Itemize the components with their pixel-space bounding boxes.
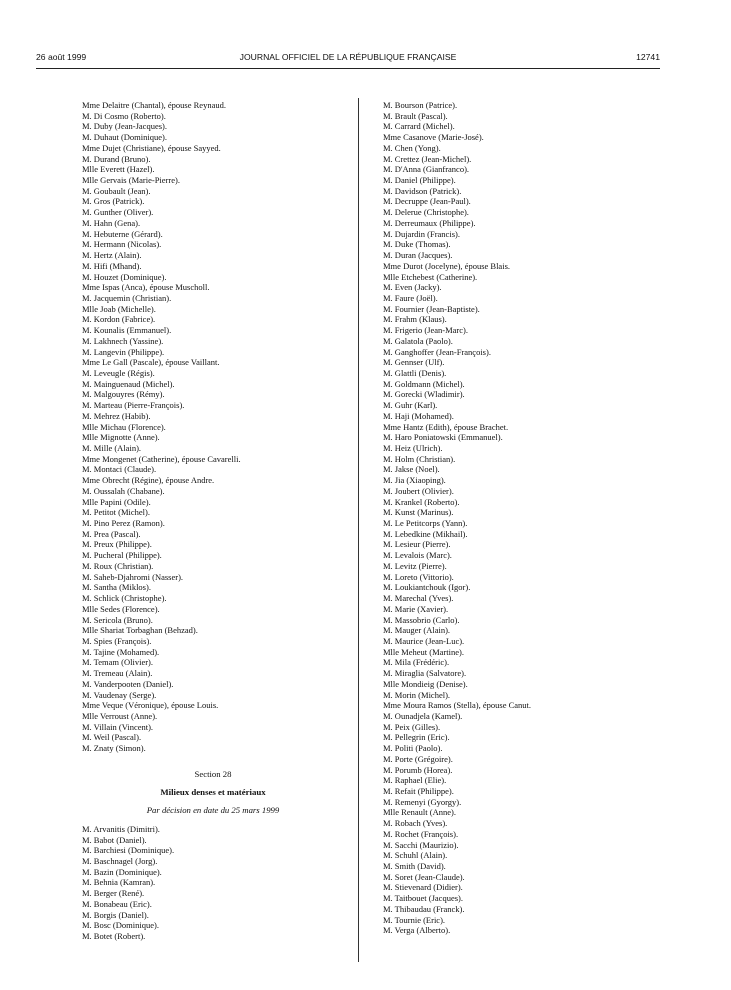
- name-entry: Mme Dujet (Christiane), épouse Sayyed.: [82, 142, 221, 153]
- name-entry: M. Bonabeau (Eric).: [82, 898, 152, 909]
- name-entry: M. Even (Jacky).: [383, 282, 442, 293]
- name-entry: M. Znaty (Simon).: [82, 743, 146, 754]
- name-entry: M. Bazin (Dominique).: [82, 866, 162, 877]
- name-entry: M. Pino Perez (Ramon).: [82, 518, 165, 529]
- name-entry: M. Mila (Frédéric).: [383, 657, 450, 668]
- name-entry: M. Marteau (Pierre-François).: [82, 400, 185, 411]
- name-entry: M. Thibaudau (Franck).: [383, 903, 465, 914]
- name-entry: M. Marie (Xavier).: [383, 603, 449, 614]
- name-entry: M. Weil (Pascal).: [82, 732, 142, 743]
- header-title: JOURNAL OFFICIEL DE LA RÉPUBLIQUE FRANÇAISE: [239, 52, 457, 62]
- name-entry: M. Smith (David).: [383, 861, 446, 872]
- right-column: [383, 100, 653, 936]
- name-entry: M. Schlick (Christophe).: [82, 593, 167, 604]
- name-entry: M. Politi (Paolo).: [383, 743, 443, 754]
- name-entry: M. Montaci (Claude).: [82, 464, 157, 475]
- name-entry: M. Le Petitcorps (Yann).: [383, 518, 468, 529]
- name-entry: M. Ganghoffer (Jean-François).: [383, 346, 491, 357]
- page-header: [36, 52, 660, 66]
- name-entry: M. Sericola (Bruno).: [82, 614, 153, 625]
- name-entry: M. Schuhl (Alain).: [383, 850, 448, 861]
- name-entry: M. Krankel (Roberto).: [383, 496, 460, 507]
- name-entry: M. Vanderpooten (Daniel).: [82, 678, 174, 689]
- name-entry: M. Bourson (Patrice).: [383, 100, 458, 110]
- name-entry: M. Hahn (Gena).: [82, 217, 141, 228]
- name-entry: Mlle Joab (Michelle).: [82, 303, 156, 314]
- name-entry: M. Babot (Daniel).: [82, 834, 147, 845]
- name-entry: Mlle Sedes (Florence).: [82, 603, 160, 614]
- name-entry: M. Santha (Miklos).: [82, 582, 151, 593]
- name-entry: M. Galatola (Paolo).: [383, 335, 453, 346]
- name-entry: M. Prea (Pascal).: [82, 528, 141, 539]
- name-entry: M. Hertz (Alain).: [82, 250, 142, 261]
- name-entry: Mme Le Gall (Pascale), épouse Vaillant.: [82, 357, 220, 368]
- name-entry: Mme Delaitre (Chantal), épouse Reynaud.: [82, 100, 226, 110]
- name-entry: M. Tajine (Mohamed).: [82, 646, 160, 657]
- header-date: 26 août 1999: [36, 52, 87, 62]
- name-entry: Mlle Renault (Anne).: [383, 807, 456, 818]
- name-entry: M. Hebuterne (Gérard).: [82, 228, 163, 239]
- name-entry: M. Haro Poniatowski (Emmanuel).: [383, 432, 503, 443]
- name-entry: Mlle Gervais (Marie-Pierre).: [82, 175, 180, 186]
- name-entry: M. Marechal (Yves).: [383, 593, 454, 604]
- name-entry: M. Duby (Jean-Jacques).: [82, 121, 167, 132]
- name-entry: M. Behnia (Kamran).: [82, 877, 156, 888]
- name-entry: M. Lakhnech (Yassine).: [82, 335, 164, 346]
- left-column: [82, 100, 344, 942]
- name-entry: M. Delerue (Christophe).: [383, 207, 469, 218]
- name-entry: M. Carrard (Michel).: [383, 121, 455, 132]
- name-entry: M. Haji (Mohamed).: [383, 410, 454, 421]
- name-entry: M. Heiz (Ulrich).: [383, 443, 443, 453]
- name-entry: M. Kordon (Fabrice).: [82, 314, 156, 325]
- name-entry: M. Maurice (Jean-Luc).: [383, 635, 465, 646]
- name-entry: Mlle Verroust (Anne).: [82, 710, 158, 721]
- name-entry: M. Durand (Bruno).: [82, 153, 151, 164]
- name-entry: M. Frigerio (Jean-Marc).: [383, 325, 468, 336]
- name-entry: M. Massobrio (Carlo).: [383, 614, 460, 625]
- name-entry: M. Duke (Thomas).: [383, 239, 451, 250]
- name-entry: M. Temam (Olivier).: [82, 657, 154, 668]
- name-entry: M. Brault (Pascal).: [383, 110, 448, 121]
- name-list-right: [383, 100, 653, 936]
- name-entry: M. Raphael (Elie).: [383, 775, 447, 786]
- name-entry: M. Remenyi (Gyorgy).: [383, 796, 462, 807]
- name-entry: M. Davidson (Patrick).: [383, 185, 462, 196]
- page-number: 12741: [636, 52, 660, 62]
- name-entry: M. Tournie (Eric).: [383, 914, 446, 925]
- name-entry: M. Kunst (Marinus).: [383, 507, 454, 518]
- name-entry: M. Crettez (Jean-Michel).: [383, 153, 472, 164]
- name-entry: Mlle Meheut (Martine).: [383, 646, 464, 657]
- name-entry: M. Daniel (Philippe).: [383, 175, 456, 186]
- name-entry: M. Botet (Robert).: [82, 931, 146, 942]
- name-entry: M. D'Anna (Gianfranco).: [383, 164, 470, 175]
- name-entry: M. Lesieur (Pierre).: [383, 539, 451, 550]
- name-entry: M. Levitz (Pierre).: [383, 560, 447, 571]
- section-subtitle: Milieux denses et matériaux: [160, 786, 266, 797]
- name-entry: M. Decruppe (Jean-Paul).: [383, 196, 471, 207]
- name-entry: Mlle Everett (Hazel).: [82, 164, 155, 175]
- name-entry: Mlle Michau (Florence).: [82, 421, 166, 432]
- section-heading-block: [82, 769, 344, 817]
- name-entry: M. Berger (René).: [82, 888, 145, 899]
- name-entry: M. Malgouyres (Rémy).: [82, 389, 165, 400]
- name-entry: Mme Veque (Véronique), épouse Louis.: [82, 700, 219, 711]
- name-entry: M. Ounadjela (Kamel).: [383, 710, 463, 721]
- name-entry: M. Loreto (Vittorio).: [383, 571, 454, 582]
- name-entry: M. Gorecki (Wladimir).: [383, 389, 465, 400]
- name-entry: M. Mauger (Alain).: [383, 625, 451, 636]
- name-entry: M. Holm (Christian).: [383, 453, 456, 464]
- name-entry: M. Leveugle (Régis).: [82, 367, 155, 378]
- name-entry: M. Jia (Xiaoping).: [383, 475, 446, 486]
- name-entry: M. Preux (Philippe).: [82, 539, 152, 550]
- name-entry: M. Goldmann (Michel).: [383, 378, 465, 389]
- name-entry: M. Mille (Alain).: [82, 443, 142, 453]
- name-entry: M. Sacchi (Maurizio).: [383, 839, 459, 850]
- name-entry: M. Loukiantchouk (Igor).: [383, 582, 471, 593]
- name-entry: M. Peix (Gilles).: [383, 721, 441, 732]
- name-entry: M. Robach (Yves).: [383, 818, 448, 829]
- name-entry: M. Arvanitis (Dimitri).: [82, 823, 160, 834]
- name-entry: M. Porte (Grégoire).: [383, 753, 453, 764]
- name-entry: M. Mehrez (Habib).: [82, 410, 151, 421]
- name-entry: M. Hermann (Nicolas).: [82, 239, 162, 250]
- name-entry: Mme Ispas (Anca), épouse Muscholl.: [82, 282, 210, 293]
- name-entry: Mlle Papini (Odile).: [82, 496, 151, 507]
- name-entry: Mlle Etchebest (Catherine).: [383, 271, 478, 282]
- name-entry: M. Kounalis (Emmanuel).: [82, 325, 172, 336]
- name-entry: M. Soret (Jean-Claude).: [383, 871, 465, 882]
- name-entry: M. Di Cosmo (Roberto).: [82, 110, 166, 121]
- name-entry: M. Derreumaux (Philippe).: [383, 217, 476, 228]
- section-decision: Par décision en date du 25 mars 1999: [146, 804, 280, 815]
- name-entry: Mme Obrecht (Régine), épouse Andre.: [82, 475, 215, 486]
- name-entry: Mme Casanove (Marie-José).: [383, 132, 484, 143]
- name-entry: M. Gros (Patrick).: [82, 196, 145, 207]
- name-list-bottom: [82, 824, 344, 942]
- name-entry: M. Vaudenay (Serge).: [82, 689, 157, 700]
- name-entry: M. Villain (Vincent).: [82, 721, 154, 732]
- name-entry: Mme Hantz (Edith), épouse Brachet.: [383, 421, 509, 432]
- name-entry: M. Stievenard (Didier).: [383, 882, 463, 893]
- name-entry: M. Tremeau (Alain).: [82, 668, 153, 679]
- name-list-top: [82, 100, 344, 754]
- name-entry: M. Barchiesi (Dominique).: [82, 845, 175, 856]
- name-entry: M. Duran (Jacques).: [383, 250, 453, 261]
- column-divider: [358, 98, 359, 962]
- name-entry: Mlle Shariat Torbaghan (Behzad).: [82, 625, 198, 636]
- name-entry: M. Langevin (Philippe).: [82, 346, 165, 357]
- header-rule: [36, 68, 660, 69]
- name-entry: Mlle Mignotte (Anne).: [82, 432, 160, 443]
- name-entry: M. Goubault (Jean).: [82, 185, 151, 196]
- name-entry: M. Chen (Yong).: [383, 142, 441, 153]
- name-entry: M. Miraglia (Salvatore).: [383, 668, 467, 679]
- name-entry: M. Oussalah (Chabane).: [82, 485, 165, 496]
- name-entry: M. Taitbouet (Jacques).: [383, 893, 463, 904]
- name-entry: M. Faure (Joël).: [383, 292, 438, 303]
- name-entry: M. Borgis (Daniel).: [82, 909, 149, 920]
- name-entry: M. Pellegrin (Eric).: [383, 732, 450, 743]
- name-entry: Mme Moura Ramos (Stella), épouse Canut.: [383, 700, 532, 711]
- name-entry: M. Gunther (Oliver).: [82, 207, 154, 218]
- name-entry: M. Saheb-Djahromi (Nasser).: [82, 571, 184, 582]
- name-entry: M. Refait (Philippe).: [383, 786, 454, 796]
- name-entry: M. Levalois (Marc).: [383, 550, 452, 561]
- name-entry: Mme Durot (Jocelyne), épouse Blais.: [383, 260, 510, 271]
- name-entry: M. Frahm (Klaus).: [383, 314, 447, 325]
- name-entry: M. Baschnagel (Jorg).: [82, 856, 158, 866]
- name-entry: Mlle Mondieig (Denise).: [383, 678, 468, 689]
- name-entry: M. Dujardin (Francis).: [383, 228, 460, 239]
- name-entry: M. Houzet (Dominique).: [82, 271, 167, 282]
- name-entry: M. Roux (Christian).: [82, 560, 154, 571]
- name-entry: Mme Mongenet (Catherine), épouse Cavarelli.: [82, 453, 241, 464]
- name-entry: M. Fournier (Jean-Baptiste).: [383, 303, 480, 314]
- name-entry: M. Joubert (Olivier).: [383, 485, 454, 496]
- name-entry: M. Bosc (Dominique).: [82, 920, 159, 931]
- name-entry: M. Duhaut (Dominique).: [82, 132, 167, 143]
- name-entry: M. Rochet (François).: [383, 828, 459, 839]
- name-entry: M. Verga (Alberto).: [383, 925, 451, 936]
- name-entry: M. Pucheral (Philippe).: [82, 550, 162, 561]
- name-entry: M. Spies (François).: [82, 635, 152, 646]
- name-entry: M. Gennser (Ulf).: [383, 357, 445, 368]
- name-entry: M. Guhr (Karl).: [383, 400, 438, 411]
- name-entry: M. Jakse (Noel).: [383, 464, 440, 475]
- name-entry: M. Hifi (Mhand).: [82, 260, 142, 271]
- name-entry: M. Morin (Michel).: [383, 689, 451, 700]
- name-entry: M. Lebedkine (Mikhail).: [383, 528, 468, 539]
- name-entry: M. Mainguenaud (Michel).: [82, 378, 175, 389]
- name-entry: M. Jacquemin (Christian).: [82, 292, 172, 303]
- name-entry: M. Glattli (Denis).: [383, 367, 447, 378]
- section-title: Section 28: [194, 768, 232, 779]
- name-entry: M. Petitot (Michel).: [82, 507, 150, 518]
- name-entry: M. Porumb (Horea).: [383, 764, 453, 775]
